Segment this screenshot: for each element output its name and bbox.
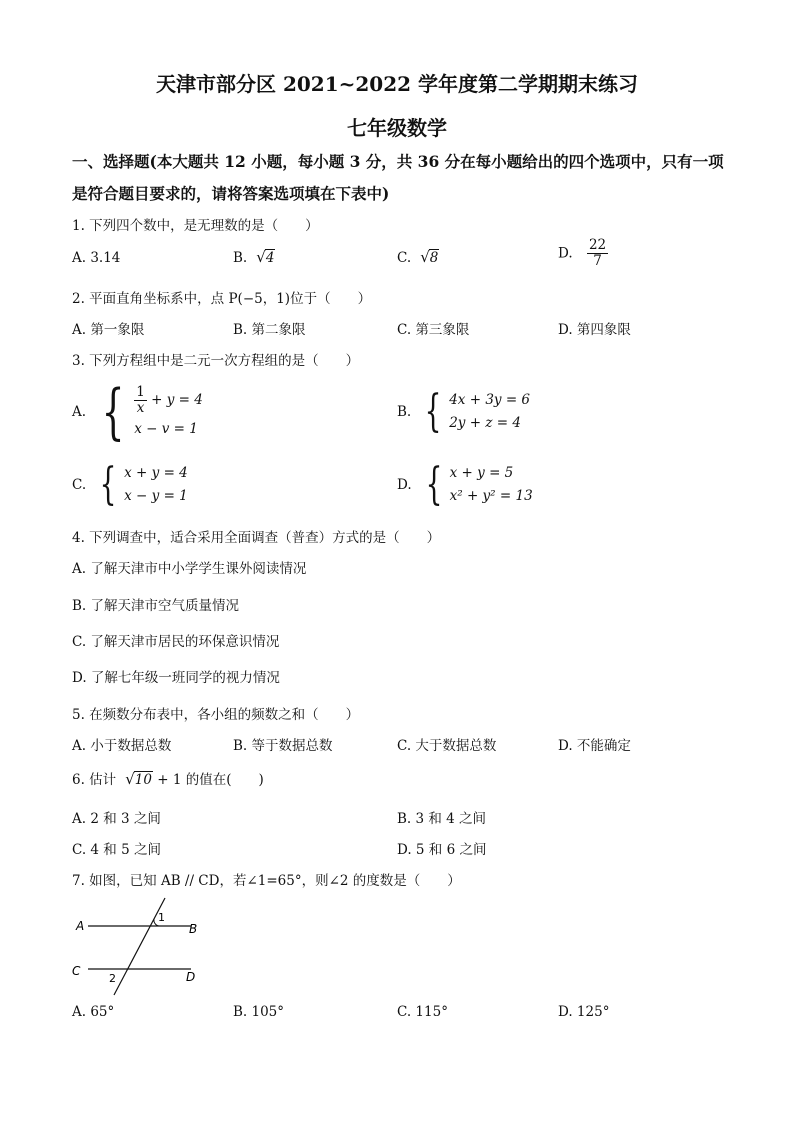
question-4-stem: 4. 下列调查中，适合采用全面调查（普查）方式的是（ ） (72, 530, 441, 546)
question-2-stem: 2. 平面直角坐标系中，点 P(−5，1)位于（ ） (72, 291, 372, 307)
radicand: 8 (429, 250, 439, 266)
numerator: 1 (136, 383, 145, 400)
question-4-option-b: B. 了解天津市空气质量情况 (72, 598, 240, 614)
section-heading-line1: 一、选择题(本大题共 12 小题，每小题 3 分，共 36 分在每小题给出的四个选项中，只有一项 (72, 152, 724, 171)
page-subtitle: 七年级数学 (347, 116, 447, 140)
option-label: D. (558, 245, 573, 262)
question-4-option-d: D. 了解七年级一班同学的视力情况 (72, 670, 280, 686)
brace-icon: { (425, 458, 443, 510)
label-angle-1: 1 (158, 911, 165, 924)
label-b: B (189, 922, 198, 936)
fraction (134, 385, 147, 416)
equation-system (419, 385, 531, 437)
radical-icon: √ (251, 248, 266, 266)
equation-lines (449, 389, 530, 435)
question-3-option-a (72, 377, 203, 447)
option-label: C. (397, 250, 412, 266)
option-label: B. (233, 250, 248, 266)
denominator: x (136, 399, 145, 416)
equation-line-2: 2y + z = 4 (449, 414, 521, 431)
question-2-option-c: C. 第三象限 (397, 322, 470, 338)
question-5-stem: 5. 在频数分布表中，各小组的频数之和（ ） (72, 707, 360, 723)
label-a: A (76, 919, 85, 933)
question-6-option-b: B. 3 和 4 之间 (397, 811, 487, 827)
equation-rest: + y = 4 (151, 391, 203, 408)
equation-lines (134, 385, 203, 439)
equation-lines (450, 462, 533, 508)
option-label: A. (72, 404, 87, 420)
equation-line-1: x + y = 5 (449, 465, 514, 481)
equation-lines (124, 462, 188, 508)
numerator: 22 (588, 237, 607, 253)
section-heading-line2: 是符合题目要求的，请将答案选项填在下表中) (72, 184, 390, 203)
question-5-option-c: C. 大于数据总数 (397, 738, 497, 754)
equation-line-1: x + y = 4 (124, 465, 188, 481)
stem-text: + 1 的值在( ) (157, 772, 264, 788)
radicand: 4 (265, 250, 275, 266)
question-6-option-d: D. 5 和 6 之间 (397, 842, 487, 858)
question-3-stem: 3. 下列方程组中是二元一次方程组的是（ ） (72, 353, 360, 369)
question-3-option-b (397, 385, 531, 437)
question-4-option-a: A. 了解天津市中小学学生课外阅读情况 (72, 561, 307, 577)
equation-line-1: 4x + 3y = 6 (449, 392, 531, 408)
question-7-figure (66, 895, 216, 1000)
equation-system (420, 458, 533, 510)
radical-icon: √ (415, 248, 430, 266)
label-angle-2: 2 (109, 972, 116, 985)
question-6-option-a: A. 2 和 3 之间 (72, 811, 161, 827)
equation-system (94, 458, 188, 510)
brace-icon: { (99, 458, 117, 510)
question-5-option-a: A. 小于数据总数 (72, 738, 172, 754)
page-title: 天津市部分区 2021~2022 学年度第二学期期末练习 (155, 72, 638, 96)
option-label: B. (397, 403, 412, 420)
fraction (587, 238, 608, 269)
question-7-option-b: B. 105° (233, 1004, 285, 1020)
question-7-option-c: C. 115° (397, 1004, 448, 1020)
equation-line-2: x − y = 1 (124, 487, 188, 504)
denominator: 7 (593, 252, 602, 269)
question-7-stem: 7. 如图，已知 AB // CD，若∠1=65°，则∠2 的度数是（ ） (72, 873, 461, 889)
label-d: D (186, 970, 196, 984)
brace-icon: { (424, 385, 442, 437)
question-5-option-b: B. 等于数据总数 (233, 738, 333, 754)
radicand: 10 (134, 772, 152, 788)
equation-system (94, 377, 203, 447)
question-4-option-c: C. 了解天津市居民的环保意识情况 (72, 634, 280, 650)
question-1-option-a: A. 3.14 (72, 250, 121, 266)
question-1-option-d (558, 238, 608, 269)
stem-text: 6. 估计 (72, 772, 117, 788)
question-1-option-b (233, 248, 275, 266)
question-3-option-d (397, 458, 533, 510)
question-2-option-b: B. 第二象限 (233, 322, 306, 338)
brace-icon: { (101, 377, 125, 447)
equation-line-2: x − v = 1 (134, 420, 198, 437)
equation-line-1 (134, 385, 203, 416)
equation-line-2: x² + y² = 13 (449, 487, 533, 504)
question-2-option-a: A. 第一象限 (72, 322, 145, 338)
question-6-option-c: C. 4 和 5 之间 (72, 842, 161, 858)
question-7-option-a: A. 65° (72, 1004, 115, 1020)
radical-icon: √ (120, 770, 135, 788)
question-3-option-c (72, 458, 188, 510)
question-1-stem: 1. 下列四个数中，是无理数的是（ ） (72, 218, 319, 234)
label-c: C (72, 964, 81, 978)
question-7-option-d: D. 125° (558, 1004, 610, 1020)
option-label: C. (72, 476, 87, 493)
question-6-stem (72, 768, 264, 788)
question-1-option-c (397, 248, 439, 266)
question-5-option-d: D. 不能确定 (558, 738, 631, 754)
question-2-option-d: D. 第四象限 (558, 322, 631, 338)
option-label: D. (397, 476, 412, 493)
